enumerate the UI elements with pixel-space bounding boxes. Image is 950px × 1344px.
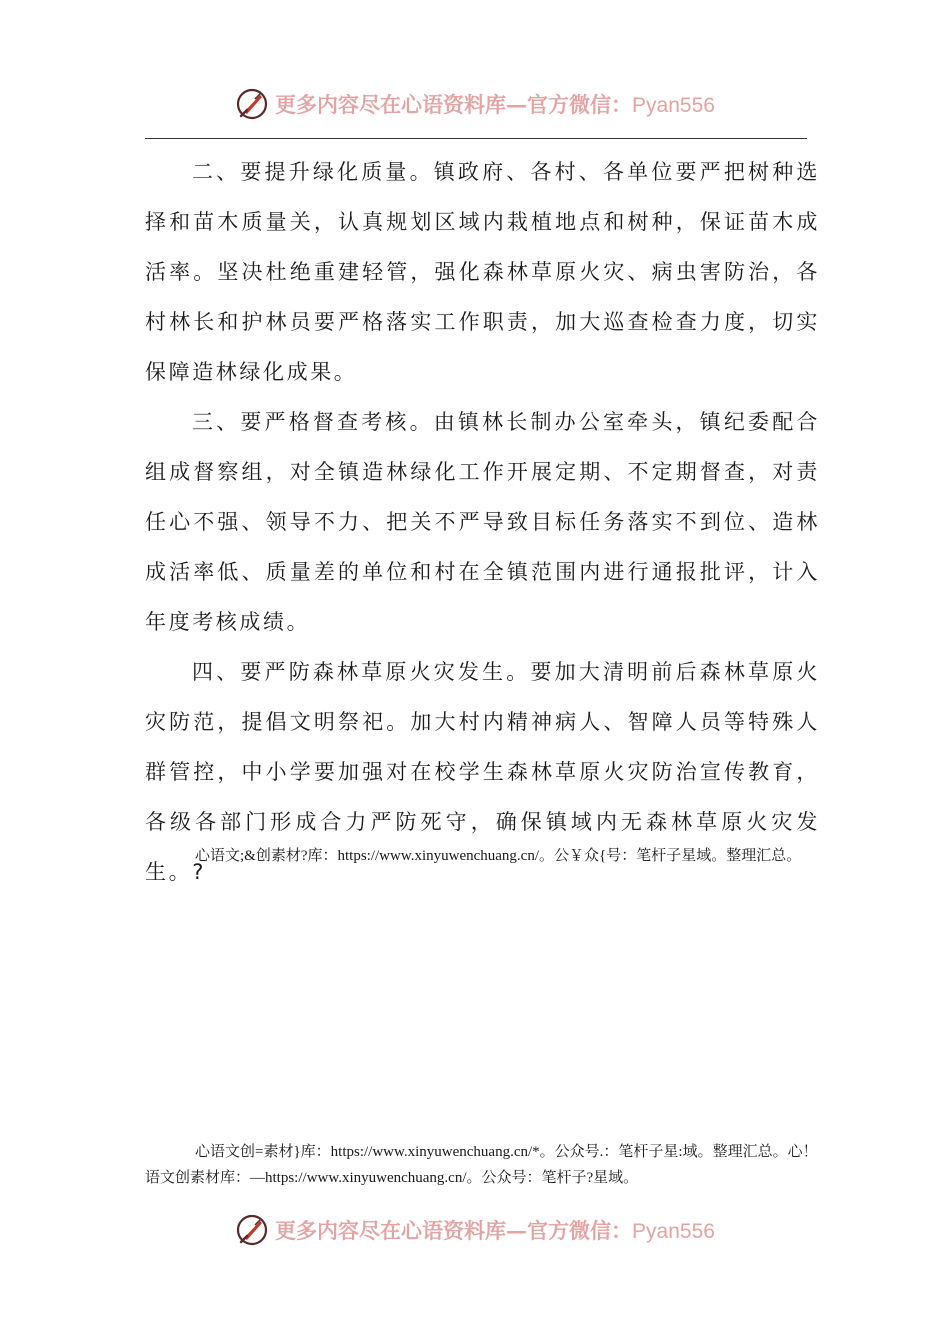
promo-message: 更多内容尽在心语资料库—官方微信： bbox=[275, 92, 633, 117]
promo-text bbox=[275, 89, 715, 119]
document-body bbox=[145, 147, 820, 897]
header-banner bbox=[0, 82, 950, 126]
source-note-footer: 心语文创=素材}库：https://www.xinyuwenchuang.cn/*。公众号.：笔杆子星:域。整理汇总。心！语文创素材库：—https://www.xinyuwenchuang.cn/。公众号：笔杆子?星域。 bbox=[145, 1144, 818, 1186]
promo-text bbox=[275, 1215, 715, 1245]
wechat-id: Pyan556 bbox=[632, 94, 715, 117]
quill-seal-icon bbox=[235, 87, 269, 121]
footer-banner bbox=[0, 1208, 950, 1252]
quill-seal-icon bbox=[235, 1213, 269, 1247]
paragraph-2: 二、要提升绿化质量。镇政府、各村、各单位要严把树种选择和苗木质量关，认真规划区域内栽植地点和树种，保证苗木成活率。坚决杜绝重建轻管，强化森林草原火灾、病虫害防治，各村林长和护林员要严格落实工作职责，加大巡查检查力度，切实保障造林绿化成果。 bbox=[145, 160, 820, 384]
paragraph-3: 三、要严格督查考核。由镇林长制办公室牵头，镇纪委配合组成督察组，对全镇造林绿化工作开展定期、不定期督查，对责任心不强、领导不力、把关不严导致目标任务落实不到位、造林成活率低、质量差的单位和村在全镇范围内进行通报批评，计入年度考核成绩。 bbox=[145, 410, 820, 634]
promo-message: 更多内容尽在心语资料库—官方微信： bbox=[275, 1218, 633, 1243]
source-note: 心语文;&创素材?库：https://www.xinyuwenchuang.cn/。公￥众{号：笔杆子星域。整理汇总。 bbox=[195, 848, 802, 864]
wechat-id: Pyan556 bbox=[632, 1220, 715, 1243]
header-divider bbox=[145, 138, 807, 139]
paragraph-4: 四、要严防森林草原火灾发生。要加大清明前后森林草原火灾防范，提倡文明祭祀。加大村内精神病人、智障人员等特殊人群管控，中小学要加强对在校学生森林草原火灾防治宣传教育，各级各部门形成合力严防死守，确保镇域内无森林草原火灾发生。? bbox=[145, 660, 820, 884]
